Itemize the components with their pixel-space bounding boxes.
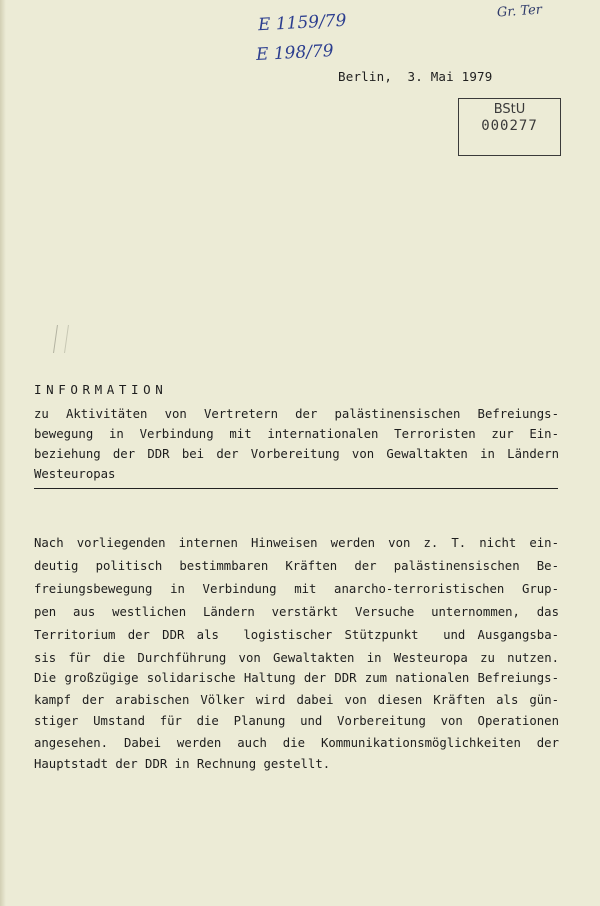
archive-stamp xyxy=(458,98,561,156)
handwritten-reference-1: E 1159/79 xyxy=(257,10,347,36)
document-subject xyxy=(34,404,559,484)
document-heading: INFORMATION xyxy=(34,382,168,397)
subject-line: Westeuropas xyxy=(34,467,116,481)
paragraph-line: Nach vorliegenden internen Hinweisen werden von z. T. nicht ein- xyxy=(34,536,559,550)
handwritten-corner-note: Gr. Ter xyxy=(496,2,543,21)
subject-underline xyxy=(34,488,558,489)
paragraph-line: pen aus westlichen Ländern verstärkt Versuche unternommen, das xyxy=(34,605,559,619)
paragraph-line: deutig politisch bestimmbaren Kräften der palästinensischen Be- xyxy=(34,559,559,573)
paragraph-line: sis für die Durchführung von Gewaltakten in Westeuropa zu nutzen. xyxy=(34,651,559,665)
paper-edge-shadow xyxy=(0,0,6,906)
paragraph-line: kampf der arabischen Völker wird dabei von diesen Kräften als gün- xyxy=(34,692,559,707)
paragraph-line: freiungsbewegung in Verbindung mit anarcho-terroristischen Grup- xyxy=(34,582,559,596)
paragraph-line: Hauptstadt der DDR in Rechnung gestellt. xyxy=(34,757,331,771)
stamp-label: BStU xyxy=(493,102,526,117)
date-line: Berlin, 3. Mai 1979 xyxy=(338,69,493,84)
paragraph-line: stiger Umstand für die Planung und Vorbereitung von Operationen xyxy=(34,714,559,728)
subject-line: zu Aktivitäten von Vertretern der palästinensischen Befreiungs- xyxy=(34,407,559,421)
subject-line: bewegung in Verbindung mit internationalen Terroristen zur Ein- xyxy=(34,427,559,441)
paragraph-line: angesehen. Dabei werden auch die Kommunikationsmöglichkeiten der xyxy=(34,735,559,750)
paragraph-1 xyxy=(34,532,559,670)
margin-pencil-mark xyxy=(53,325,69,353)
paragraph-2 xyxy=(34,668,559,776)
subject-line: beziehung der DDR bei der Vorbereitung von Gewaltakten in Ländern xyxy=(34,447,559,461)
stamp-number: 000277 xyxy=(481,118,538,134)
handwritten-reference-2: E 198/79 xyxy=(255,40,335,66)
paragraph-line: Die großzügige solidarische Haltung der DDR zum nationalen Befreiungs- xyxy=(34,671,559,685)
paragraph-line: Territorium der DDR als logistischer Stützpunkt und Ausgangsba- xyxy=(34,628,559,642)
